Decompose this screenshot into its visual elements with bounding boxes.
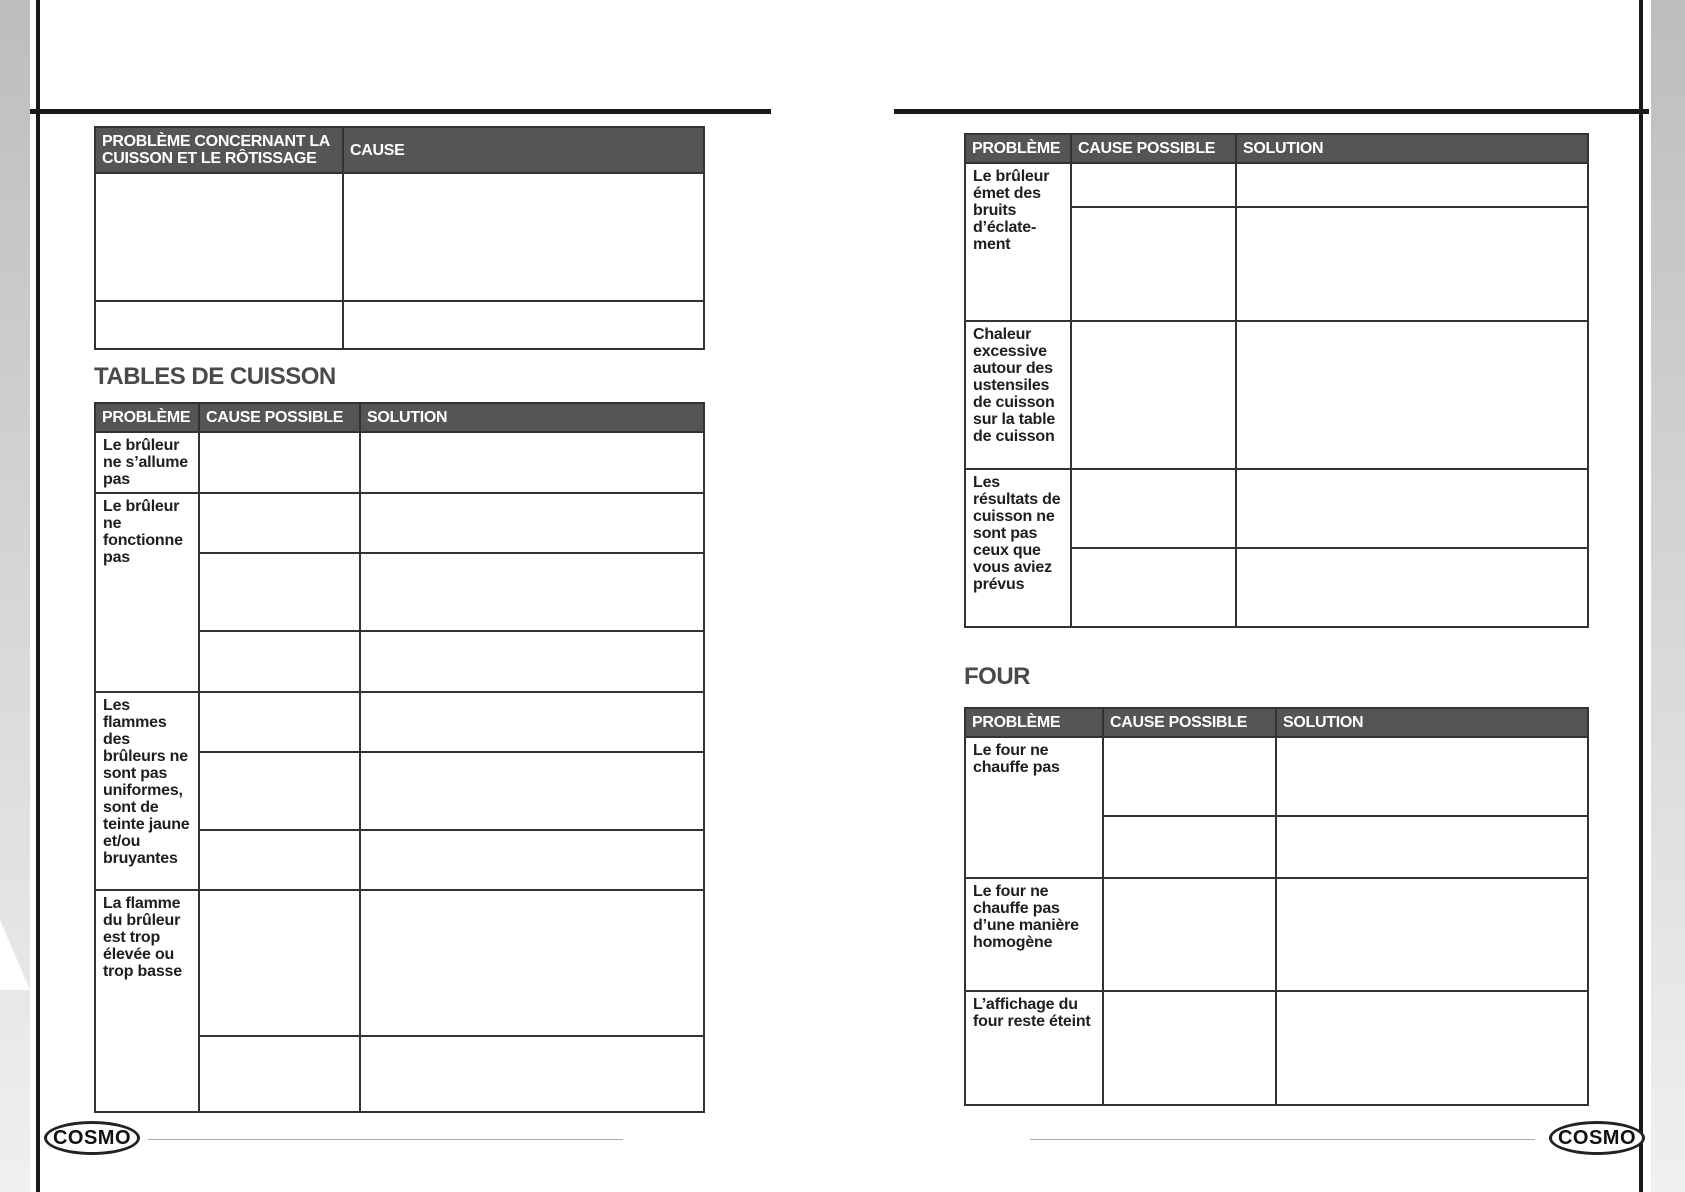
section-title-cooktops: TABLES DE CUISSON xyxy=(94,363,336,390)
table-row xyxy=(95,173,704,301)
header-problem: PROBLÈME xyxy=(95,403,199,432)
problem-burner-no-ignite: Le brûleur ne s’allume pas xyxy=(95,432,199,493)
header-solution: SOLUTION xyxy=(360,403,704,432)
problem-unexpected-results: Les résultats de cuisson ne sont pas ceux que vous aviez prévus xyxy=(965,469,1071,627)
table-row xyxy=(95,692,704,752)
cosmo-logo-right: COSMO xyxy=(1549,1121,1645,1155)
header-possible-cause: CAUSE POSSIBLE xyxy=(199,403,360,432)
header-problem: PROBLÈME xyxy=(965,708,1103,737)
oven-troubleshooting-table xyxy=(964,707,1589,1106)
problem-burner-popping: Le brûleur émet des bruits d’éclate-ment xyxy=(965,163,1071,321)
problem-oven-uneven-heat: Le four ne chauffe pas d’une manière homogène xyxy=(965,878,1103,991)
table-row xyxy=(95,493,704,553)
right-page-rule xyxy=(1639,0,1643,1192)
header-possible-cause: CAUSE POSSIBLE xyxy=(1103,708,1276,737)
header-solution: SOLUTION xyxy=(1276,708,1588,737)
table-row xyxy=(965,991,1588,1105)
cosmo-logo-left: COSMO xyxy=(44,1121,140,1155)
table-row xyxy=(965,469,1588,548)
cooktop-troubleshooting-table-continued xyxy=(964,133,1589,628)
header-problem: PROBLÈME xyxy=(965,134,1071,163)
table-row xyxy=(95,432,704,493)
footer-line-right xyxy=(1030,1139,1535,1140)
section-title-oven: FOUR xyxy=(964,663,1030,690)
header-solution: SOLUTION xyxy=(1236,134,1588,163)
table-row xyxy=(965,163,1588,207)
table-row xyxy=(965,737,1588,816)
table-row xyxy=(95,301,704,349)
table-row xyxy=(965,878,1588,991)
problem-display-off: L’affichage du four reste éteint xyxy=(965,991,1103,1105)
problem-excessive-heat: Chaleur excessive autour des ustensiles de cuisson sur la table de cuisson xyxy=(965,321,1071,469)
footer-line-left xyxy=(148,1139,623,1140)
right-margin-gradient xyxy=(1651,0,1685,1192)
left-margin-gradient xyxy=(0,0,30,1192)
left-header-bar xyxy=(30,109,771,114)
problem-uneven-flames: Les flammes des brûleurs ne sont pas uniformes, sont de teinte jaune et/ou bruyantes xyxy=(95,692,199,890)
problem-oven-no-heat: Le four ne chauffe pas xyxy=(965,737,1103,878)
cooktop-troubleshooting-table xyxy=(94,402,705,1113)
problem-burner-not-working: Le brûleur ne fonctionne pas xyxy=(95,493,199,692)
problem-flame-too-high-low: La flamme du brûleur est trop élevée ou trop basse xyxy=(95,890,199,1112)
left-page-rule xyxy=(36,0,40,1192)
header-cause: CAUSE xyxy=(343,127,704,173)
header-possible-cause: CAUSE POSSIBLE xyxy=(1071,134,1236,163)
table-row xyxy=(95,890,704,1036)
right-header-bar xyxy=(894,109,1649,114)
table-row xyxy=(965,321,1588,469)
header-cooking-problem: PROBLÈME CONCERNANT LA CUISSON ET LE RÔTISSAGE xyxy=(95,127,343,173)
cooking-roasting-table xyxy=(94,126,705,350)
